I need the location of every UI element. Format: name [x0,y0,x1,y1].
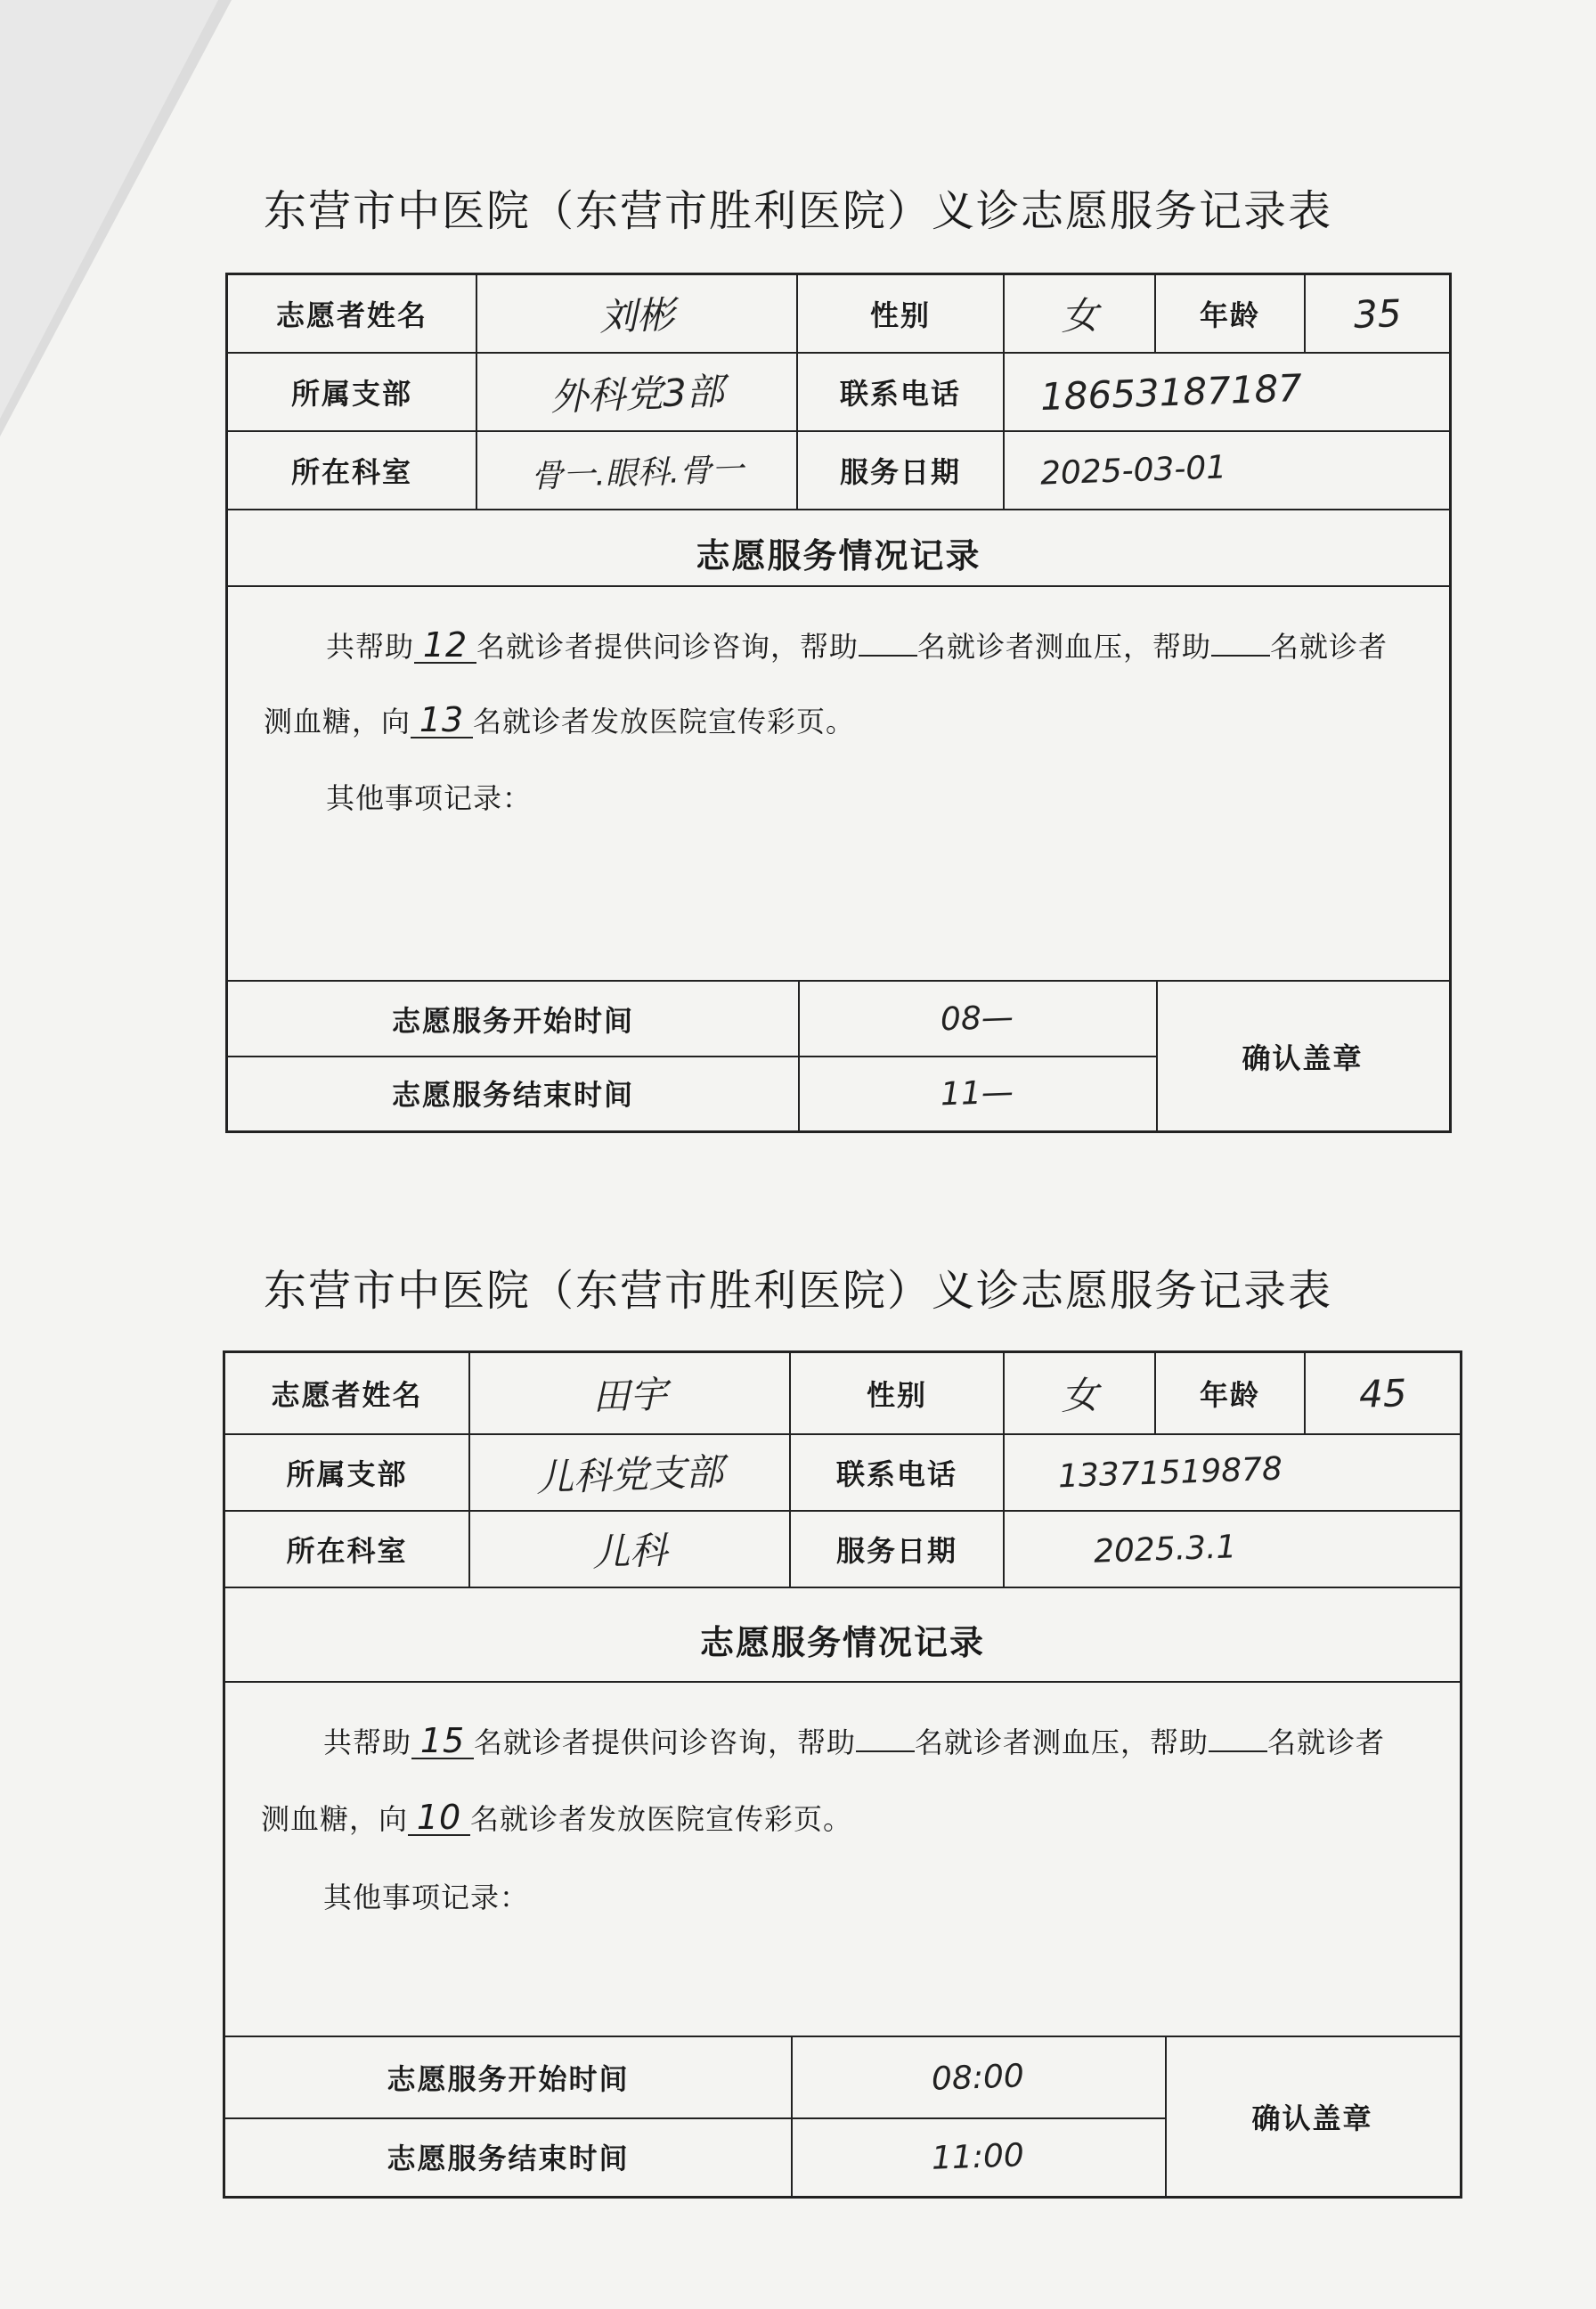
other-notes-label: 其他事项记录： [323,1881,530,1914]
record-line-1 [326,624,1388,665]
phone-label: 联系电话 [835,1457,957,1491]
form-title: 东营市中医院（东营市胜利医院）义诊志愿服务记录表 [263,1266,1332,1316]
branch-label: 所属支部 [286,1457,408,1491]
record-text: 共帮助 [323,1726,412,1759]
consult-count: 12 [414,628,476,664]
name-value: 刘彬 [598,292,675,339]
form-title: 东营市中医院（东营市胜利医院）义诊志愿服务记录表 [263,186,1332,236]
phone-value: 13371519878 [1057,1450,1283,1495]
end-time-value: 11— [940,1073,1014,1113]
other-notes-label: 其他事项记录： [326,781,533,815]
record-text: 测血糖，向 [264,705,411,738]
bp-count-blank [859,630,917,657]
row-dept [225,1512,1460,1588]
end-time-value: 11:00 [931,2136,1025,2177]
stamp-label: 确认盖章 [1242,1040,1364,1075]
dept-value: 骨一.眼科.骨一 [530,451,745,495]
flyer-count: 13 [411,703,473,738]
bp-count-blank [856,1726,915,1752]
dept-label: 所在科室 [286,1534,408,1568]
start-time-label: 志愿服务开始时间 [391,1003,634,1038]
record-text: 名就诊者发放医院宣传彩页。 [470,1802,853,1836]
phone-value: 18653187187 [1039,365,1303,419]
consult-count: 15 [411,1724,474,1759]
record-form [223,1350,1462,2199]
record-text: 名就诊者发放医院宣传彩页。 [473,705,856,738]
record-form [225,273,1452,1133]
record-text: 名就诊者 [1270,630,1388,664]
row-branch [228,354,1449,432]
age-value: 45 [1357,1370,1408,1416]
record-line-2 [261,1797,852,1838]
date-label: 服务日期 [839,455,961,489]
gender-value: 女 [1060,1373,1099,1418]
age-label: 年龄 [1199,1378,1260,1412]
time-section [228,982,1449,1130]
record-text: 名就诊者提供问诊咨询，帮助 [474,1726,857,1759]
record-body [225,1683,1460,2037]
row-name [228,275,1449,354]
flyer-count: 10 [408,1800,470,1836]
record-text: 名就诊者提供问诊咨询，帮助 [476,630,859,664]
dept-label: 所在科室 [290,455,412,489]
record-body [228,587,1449,982]
record-text: 名就诊者 [1267,1726,1386,1759]
row-branch [225,1435,1460,1512]
date-value: 2025.3.1 [1093,1528,1237,1571]
section-header [228,510,1449,587]
name-label: 志愿者姓名 [271,1378,423,1412]
record-text: 名就诊者测血压，帮助 [915,1726,1209,1759]
branch-label: 所属支部 [290,377,412,411]
phone-label: 联系电话 [839,377,961,411]
date-label: 服务日期 [835,1534,957,1568]
name-value: 田宇 [591,1372,668,1419]
gender-label: 性别 [869,298,931,332]
name-label: 志愿者姓名 [275,298,428,332]
time-section [225,2037,1460,2196]
record-text: 测血糖，向 [261,1802,409,1836]
row-dept [228,432,1449,510]
branch-value: 外科党3部 [549,369,725,420]
section-header [225,1588,1460,1683]
gender-value: 女 [1060,293,1099,339]
gender-label: 性别 [866,1378,927,1412]
end-time-label: 志愿服务结束时间 [387,2142,630,2175]
section-title: 志愿服务情况记录 [699,1622,985,1662]
glucose-count-blank [1209,1726,1267,1752]
age-label: 年龄 [1199,298,1260,332]
branch-value: 儿科党支部 [535,1449,724,1500]
end-time-label: 志愿服务结束时间 [391,1078,634,1112]
stamp-label: 确认盖章 [1251,2101,1373,2135]
record-text: 名就诊者测血压，帮助 [917,630,1212,664]
record-line-1 [323,1720,1385,1761]
glucose-count-blank [1211,630,1270,657]
section-title: 志愿服务情况记录 [696,535,981,575]
record-line-2 [264,699,855,740]
start-time-value: 08:00 [931,2057,1025,2098]
dept-value: 儿科 [591,1528,668,1575]
start-time-label: 志愿服务开始时间 [387,2062,630,2096]
start-time-value: 08— [940,999,1014,1039]
record-text: 共帮助 [326,630,415,664]
row-name [225,1353,1460,1435]
date-value: 2025-03-01 [1039,448,1227,493]
age-value: 35 [1352,290,1403,337]
